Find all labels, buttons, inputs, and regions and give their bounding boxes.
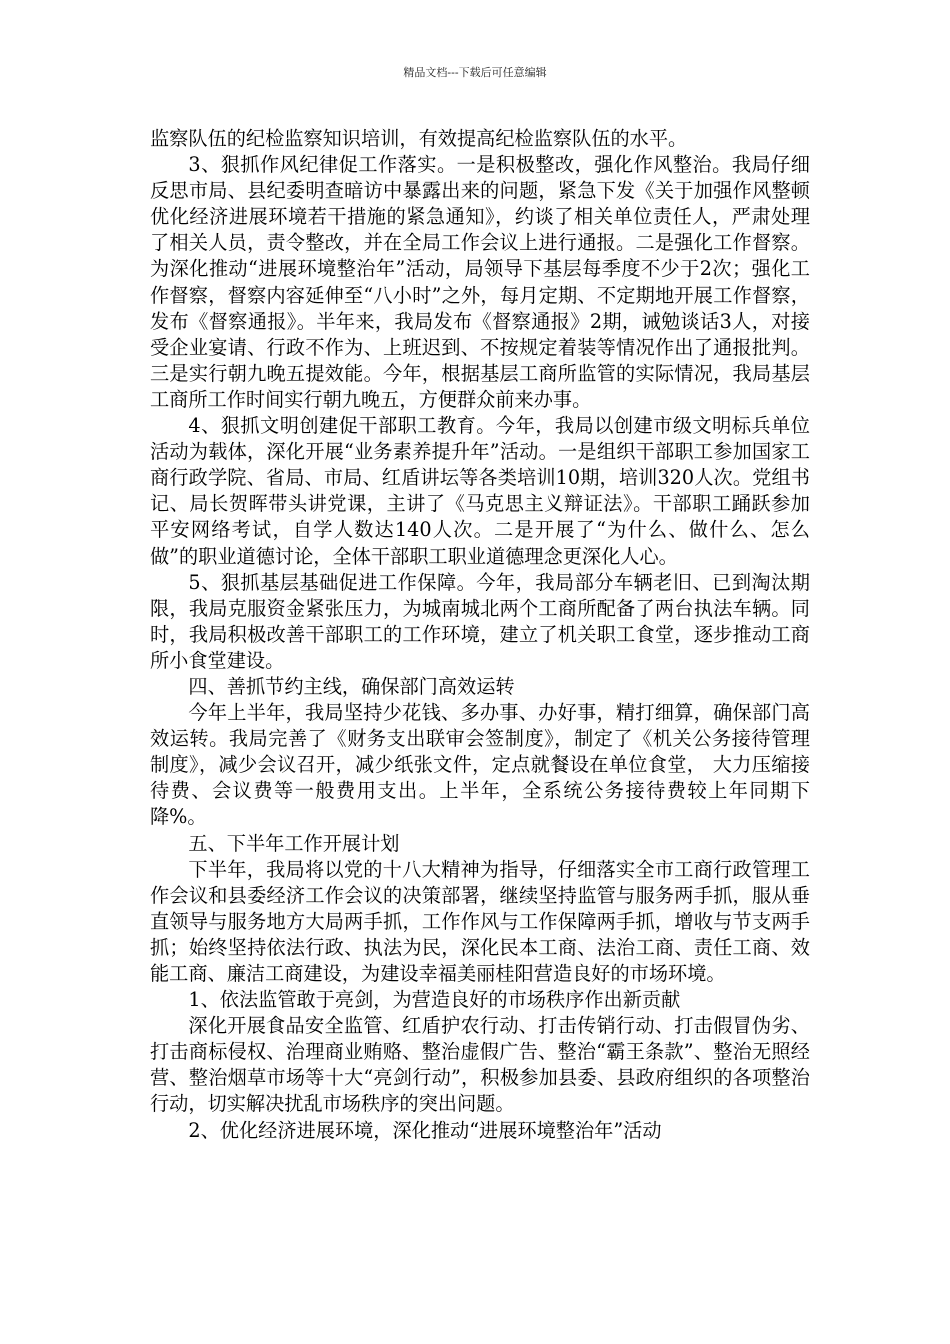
paragraph: 5、狠抓基层基础促进工作保障。今年，我局部分车辆老旧、已到淘汰期限，我局克服资金紧张压力，为城南城北两个工商所配备了两台执法车辆。同时，我局积极改善干部职工的工作环境，建立了机关职工食堂，逐步推动工商所小食堂建设。 <box>150 570 810 672</box>
paragraph: 今年上半年，我局坚持少花钱、多办事、办好事，精打细算，确保部门高效运转。我局完善了《财务支出联审会签制度》，制定了《机关公务接待管理制度》，减少会议召开，减少纸张文件，定点就餐设在单位食堂， 大力压缩接待费、会议费等一般费用支出。上半年，全系统公务接待费较上年同期下降%。 <box>150 701 810 829</box>
paragraph: 3、狠抓作风纪律促工作落实。一是积极整改，强化作风整治。我局仔细反思市局、县纪委明查暗访中暴露出来的问题，紧急下发《关于加强作风整顿 优化经济进展环境若干措施的紧急通知》，约谈了相关单位责任人，严肃处理了相关人员，责令整改，并在全局工作会议上进行通报。二是强化工作督察。为深化推动“进展环境整治年”活动，局领导下基层每季度不少于2次；强化工作督察，督察内容延伸至“八小时”之外，每月定期、不定期地开展工作督察，发布《督察通报》。半年来，我局发布《督察通报》2期，诫勉谈话3人，对接受企业宴请、行政不作为、上班迟到、不按规定着装等情况作出了通报批判。三是实行朝九晚五提效能。今年，根据基层工商所监管的实际情况，我局基层工商所工作时间实行朝九晚五，方便群众前来办事。 <box>150 153 810 411</box>
paragraph: 深化开展食品安全监管、红盾护农行动、打击传销行动、打击假冒伪劣、打击商标侵权、治理商业贿赂、整治虚假广告、整治“霸王条款”、整治无照经营、整治烟草市场等十大“亮剑行动”，积极参加县委、县政府组织的各项整治行动，切实解决扰乱市场秩序的突出问题。 <box>150 1014 810 1116</box>
document-body <box>150 126 810 1144</box>
paragraph: 下半年，我局将以党的十八大精神为指导，仔细落实全市工商行政管理工作会议和县委经济工作会议的决策部署，继续坚持监管与服务两手抓，服从垂直领导与服务地方大局两手抓，工作作风与工作保障两手抓，增收与节支两手抓；始终坚持依法行政、执法为民，深化民本工商、法治工商、责任工商、效能工商、廉洁工商建设，为建设幸福美丽桂阳营造良好的市场环境。 <box>150 857 810 985</box>
header-note: 精品文档---下载后可任意编辑 <box>403 66 547 79</box>
section-heading: 五、下半年工作开展计划 <box>188 831 400 855</box>
subsection-heading: 1、依法监管敢于亮剑，为营造良好的市场秩序作出新贡献 <box>188 988 681 1012</box>
section-heading: 四、善抓节约主线，确保部门高效运转 <box>188 674 515 698</box>
paragraph: 监察队伍的纪检监察知识培训，有效提高纪检监察队伍的水平。 <box>150 127 688 150</box>
subsection-heading: 2、优化经济进展环境，深化推动“进展环境整治年”活动 <box>188 1118 662 1142</box>
paragraph: 4、狠抓文明创建促干部职工教育。今年，我局以创建市级文明标兵单位活动为载体，深化开展“业务素养提升年”活动。一是组织干部职工参加国家工商行政学院、省局、市局、红盾讲坛等各类培训10期，培训320人次。党组书记、局长贺晖带头讲党课，主讲了《马克思主义辩证法》。干部职工踊跃参加平安网络考试，自学人数达140人次。二是开展了“为什么、做什么、怎么做”的职业道德讨论，全体干部职工职业道德理念更深化人心。 <box>150 414 810 568</box>
